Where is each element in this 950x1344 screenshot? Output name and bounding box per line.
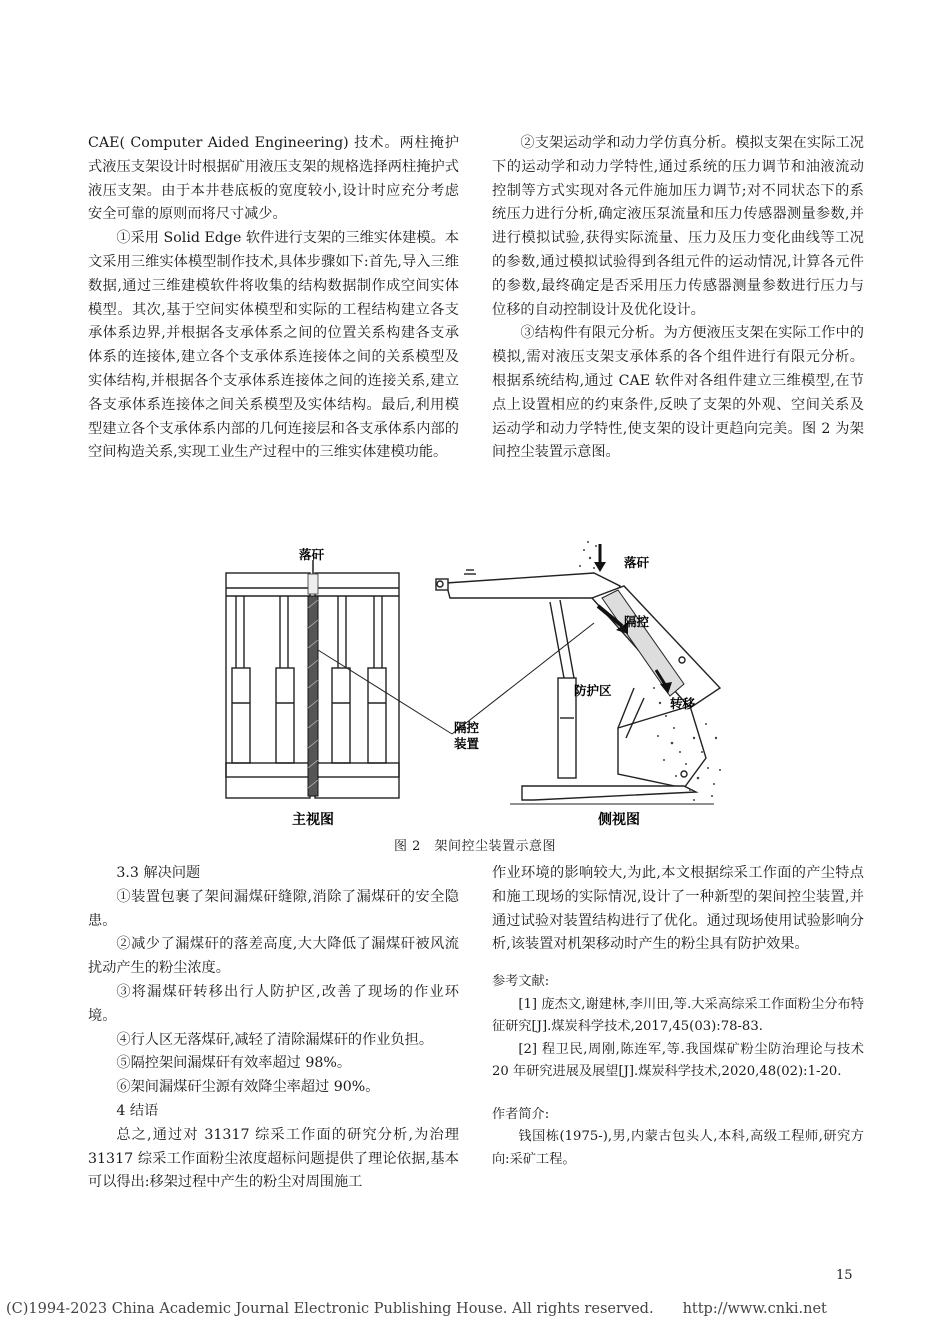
label-side-view: 侧视图: [598, 812, 640, 828]
label-isolation-device-1: 隔控: [454, 720, 480, 735]
paragraph-fea: ③结构件有限元分析。为方便液压支架在实际工作中的模拟,需对液压支架支承体系的各个组件进行有限元分析。根据系统结构,通过 CAE 软件对各组件建立三维模型,在节点上设置相应的约束条件,反映了支架的外观、空间关系及运动学和动力学特性,使支架的设计更趋向完美。图 2 为架间控尘装置示意图。: [492, 325, 864, 461]
author-title: 作者简介:: [492, 1106, 550, 1122]
label-isolation-right: 隔控: [624, 614, 650, 629]
references-title: 参考文献:: [492, 974, 550, 990]
paragraph-solid-edge: ①采用 Solid Edge 软件进行支架的三维实体建模。本文采用三维实体模型制作技术,具体步骤如下:首先,导入三维数据,通过三维建模软件将收集的结构数据制作成空间实体模型。其次,基于空间实体模型和实际的工程结构建立各支承体系边界,并根据各支承体系之间的位置关系构建各支承体系的连接体,建立各个支承体系连接体之间的关系模型及实体结构,并根据各个支承体系连接体之间的连接关系,建立各支承体系连接体之间关系模型及实体结构。最后,利用模型建立各个支承体系内部的几何连接层和各支承体系内部的空间构造关系,实现工业生产过程中的三维实体建模功能。: [88, 230, 459, 461]
list-item: ⑤隔控架间漏煤矸有效率超过 98%。: [116, 1055, 352, 1072]
copyright-footer: (C)1994-2023 China Academic Journal Electronic Publishing House. All rights reserved. http://www.cnki.net: [6, 1301, 827, 1317]
paragraph-conclusion: 总之,通过对 31317 综采工作面的研究分析,为治理 31317 综采工作面粉尘浓度超标问题提供了理论依据,基本可以得出:移架过程中产生的粉尘对周围施工: [88, 1126, 459, 1191]
reference-item: [2] 程卫民,周刚,陈连军,等.我国煤矿粉尘防治理论与技术 20 年研究进展及展望[J].煤炭科学技术,2020,48(02):1-20.: [492, 1041, 864, 1080]
paragraph-conclusion-cont: 作业环境的影响较大,为此,本文根据综采工作面的产尘特点和施工现场的实际情况,设计了一种新型的架间控尘装置,并通过试验对装置结构进行了优化。通过现场使用试验影响分析,该装置对机架移动时产生的粉尘具有防护效果。: [492, 865, 864, 953]
linkage: [618, 706, 706, 788]
paragraph-simulation: ②支架运动学和动力学仿真分析。模拟支架在实际工况下的运动学和动力学特性,通过系统的压力调节和油液流动控制等方式实现对各元件施加压力调节;对不同状态下的系统压力进行分析,确定液压泵流量和压力传感器测量参数,并进行模拟试验,获得实际流量、压力及压力变化曲线等工况的参数,通过模拟试验得到各组元件的运动情况,计算各元件的参数,最终确定是否采用压力传感器测量参数进行压力与位移的自动控制设计及优化设计。: [492, 135, 864, 318]
top-right-column: [492, 132, 864, 465]
bottom-right-column: [492, 862, 864, 1171]
list-item: ②减少了漏煤矸的落差高度,大大降低了漏煤矸被风流扰动产生的粉尘浓度。: [88, 936, 459, 977]
figure-2-diagram: [214, 538, 730, 830]
page-number: 15: [836, 1268, 853, 1283]
paragraph-cae: CAE( Computer Aided Engineering) 技术。两柱掩护式液压支架设计时根据矿用液压支架的规格选择两柱掩护式液压支架。由于本井巷底板的宽度较小,设计时应充分考虑安全可靠的原则而将尺寸减少。: [88, 135, 459, 223]
references: [492, 971, 864, 1171]
figure-caption: 图 2 架间控尘装置示意图: [394, 839, 556, 854]
label-protection-zone: 防护区: [574, 683, 612, 698]
list-item: ④行人区无落煤矸,减轻了清除漏煤矸的作业负担。: [116, 1031, 434, 1048]
list-item: ①装置包裹了架间漏煤矸缝隙,消除了漏煤矸的安全隐患。: [88, 888, 459, 929]
author-bio: 钱国栋(1975-),男,内蒙古包头人,本科,高级工程师,研究方向:采矿工程。: [492, 1129, 864, 1167]
section-heading-3-3: 3.3 解决问题: [116, 865, 201, 881]
reference-item: [1] 庞杰文,谢建林,李川田,等.大采高综采工作面粉尘分布特征研究[J].煤炭科学技术,2017,45(03):78-83.: [492, 996, 864, 1035]
base: [522, 786, 696, 800]
label-front-view: 主视图: [292, 812, 334, 828]
canopy: [446, 573, 620, 598]
isolation-device-strip: [308, 596, 318, 796]
top-left-column: [88, 132, 459, 465]
list-item: ③将漏煤矸转移出行人防护区,改善了现场的作业环境。: [88, 983, 459, 1024]
bottom-left-column: [88, 862, 459, 1195]
label-isolation-device-2: 装置: [454, 736, 480, 751]
list-item: ⑥架间漏煤矸尘源有效降尘率超过 90%。: [116, 1079, 380, 1096]
label-falling-rock-right: 落矸: [624, 555, 650, 570]
arrow-head-icon: [594, 562, 606, 572]
label-falling-rock-left: 落矸: [299, 547, 325, 562]
label-transfer: 转移: [670, 696, 696, 711]
section-heading-4: 4 结语: [116, 1102, 159, 1119]
